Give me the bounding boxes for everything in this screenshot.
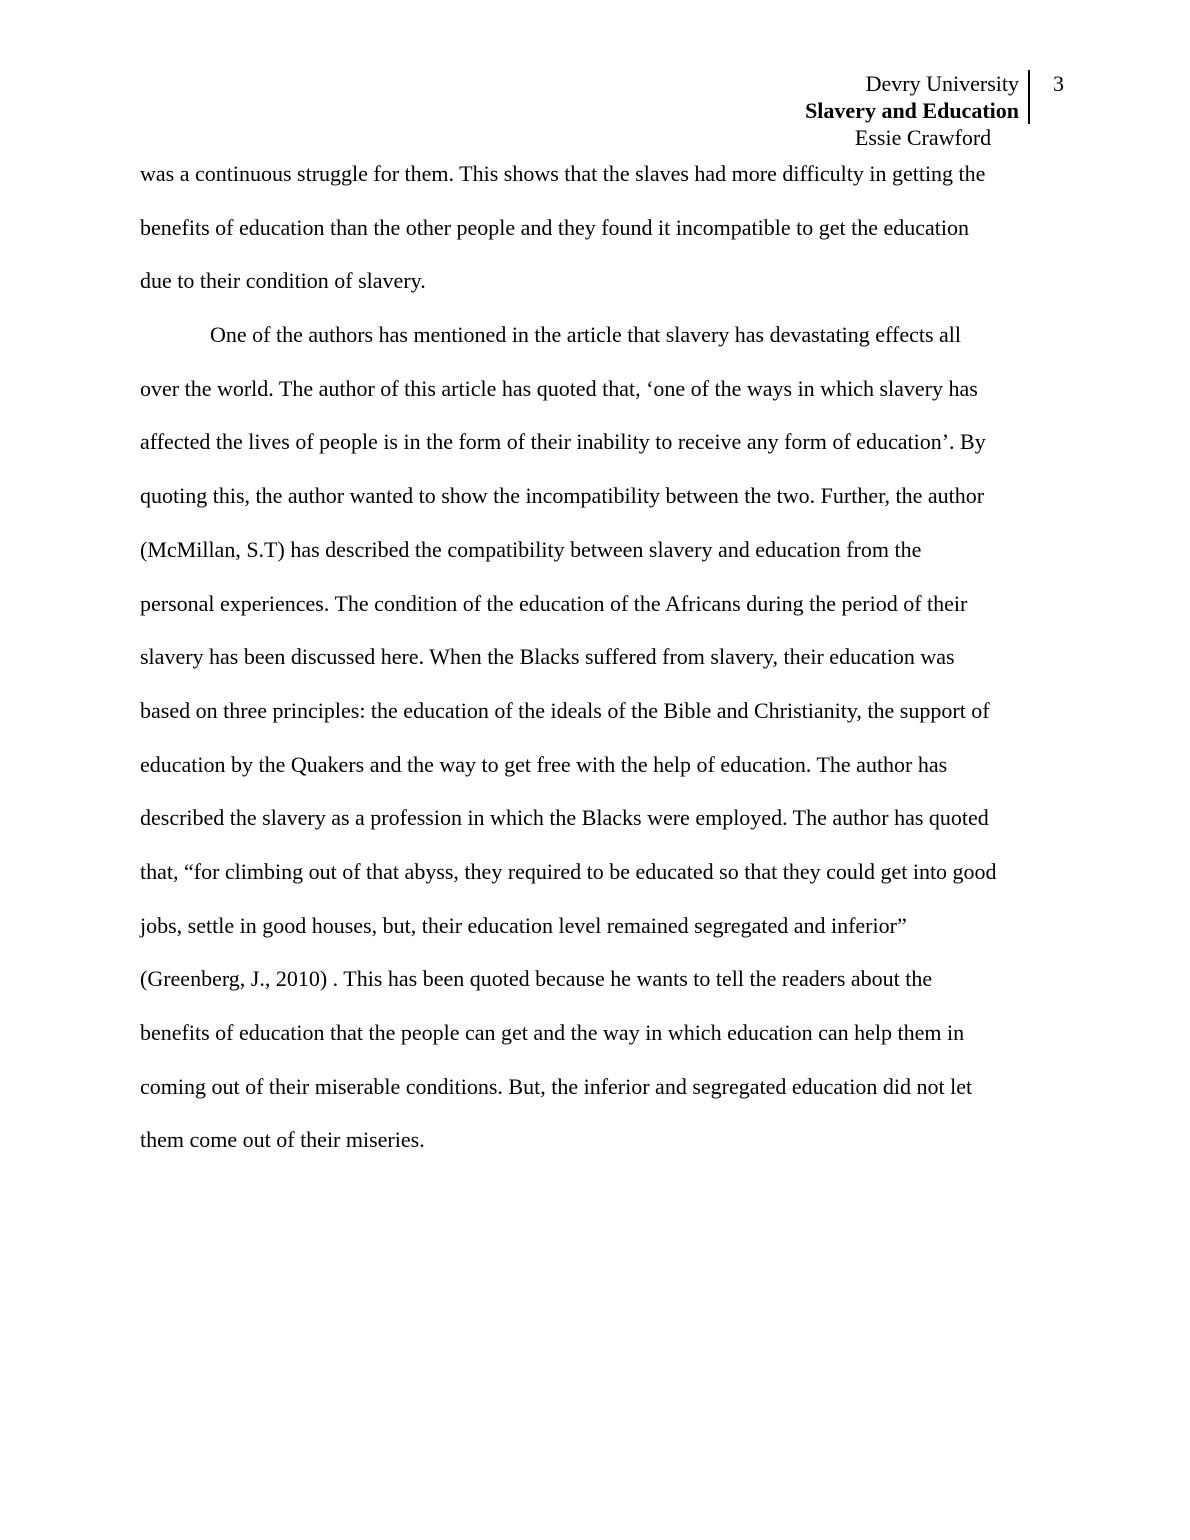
running-header (805, 70, 1030, 151)
paragraph-line: (McMillan, S.T) has described the compatibility between slavery and education from the (140, 536, 922, 562)
paragraph-1 (140, 147, 1052, 308)
paragraph-line: coming out of their miserable conditions. But, the inferior and segregated education did not let (140, 1073, 973, 1099)
paragraph-line: that, “for climbing out of that abyss, they required to be educated so that they could get into good (140, 858, 997, 884)
paragraph-line: them come out of their miseries. (140, 1127, 425, 1153)
header-block (805, 70, 1030, 124)
paragraph-line: benefits of education than the other people and they found it incompatible to get the education (140, 214, 970, 240)
paragraph-line: over the world. The author of this article has quoted that, ‘one of the ways in which slavery has (140, 375, 978, 401)
paragraph-line: affected the lives of people is in the form of their inability to receive any form of education’. By (140, 429, 986, 455)
header-university: Devry University (865, 71, 1019, 96)
paragraph-2 (140, 308, 1052, 1167)
paragraph-line: education by the Quakers and the way to get free with the help of education. The author has (140, 751, 948, 777)
paragraph-line: jobs, settle in good houses, but, their education level remained segregated and inferior” (140, 912, 907, 938)
paragraph-line: described the slavery as a profession in which the Blacks were employed. The author has quoted (140, 805, 989, 831)
paragraph-line: slavery has been discussed here. When the Blacks suffered from slavery, their education was (140, 644, 955, 670)
page-number: 3 (1053, 71, 1064, 96)
paragraph-line: was a continuous struggle for them. This shows that the slaves had more difficulty in getting the (140, 161, 986, 186)
paragraph-line: personal experiences. The condition of the education of the Africans during the period of their (140, 590, 968, 616)
paragraph-line: (Greenberg, J., 2010) . This has been quoted because he wants to tell the readers about the (140, 966, 933, 992)
paragraph-line: One of the authors has mentioned in the article that slavery has devastating effects all (210, 322, 962, 348)
header-author: Essie Crawford (854, 125, 992, 150)
paragraph-line: quoting this, the author wanted to show the incompatibility between the two. Further, the author (140, 483, 985, 509)
header-title: Slavery and Education (805, 98, 1019, 123)
paragraph-line: benefits of education that the people can get and the way in which education can help them in (140, 1020, 965, 1045)
paragraph-line: based on three principles: the education of the ideals of the Bible and Christianity, the support of (140, 697, 990, 723)
document-body (140, 147, 1052, 1167)
paragraph-line: due to their condition of slavery. (140, 268, 426, 294)
